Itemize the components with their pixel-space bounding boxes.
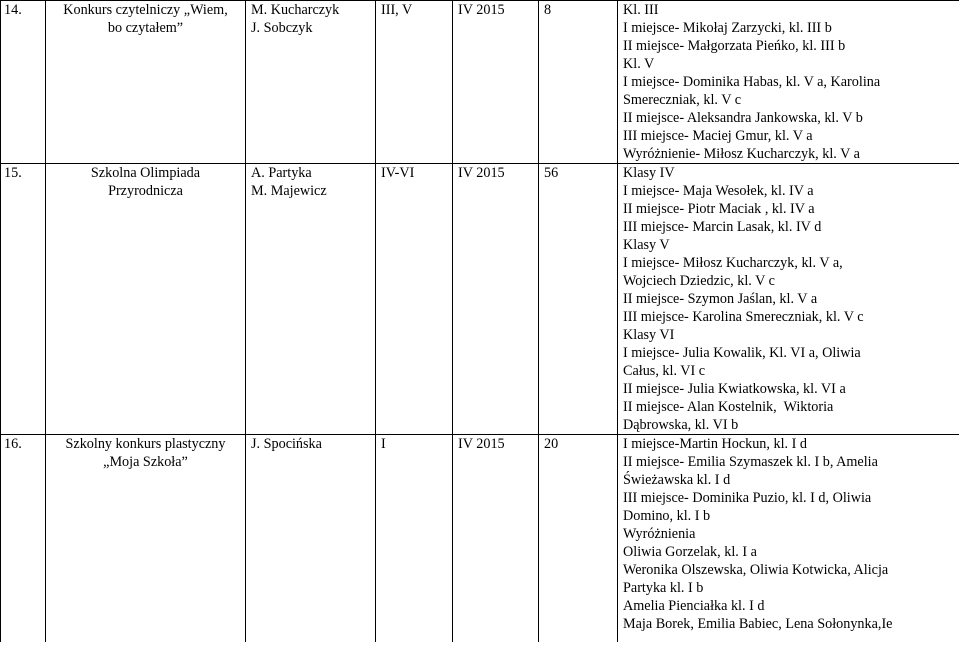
competition-name: Szkolny konkurs plastyczny „Moja Szkoła” xyxy=(46,435,246,643)
competition-name: Szkolna Olimpiada Przyrodnicza xyxy=(46,164,246,435)
classes: I xyxy=(376,435,453,643)
participant-count: 20 xyxy=(539,435,618,643)
row-number: 14. xyxy=(1,1,46,164)
classes: III, V xyxy=(376,1,453,164)
row-number: 15. xyxy=(1,164,46,435)
results-list: Kl. III I miejsce- Mikołaj Zarzycki, kl. III b II miejsce- Małgorzata Pieńko, kl. III b Kl. V I miejsce- Dominika Habas, kl. V a, Karolina Smereczniak, kl. V c II miejsce- Aleksandra Jankowska, kl. V b III miejsce- Maciej Gmur, kl. V a Wyróżnienie- Miłosz Kucharczyk, kl. V a xyxy=(618,1,959,164)
teacher-names: A. Partyka M. Majewicz xyxy=(246,164,376,435)
classes: IV-VI xyxy=(376,164,453,435)
participant-count: 56 xyxy=(539,164,618,435)
teacher-names: J. Spocińska xyxy=(246,435,376,643)
date: IV 2015 xyxy=(453,164,539,435)
row-number: 16. xyxy=(1,435,46,643)
table-row xyxy=(1,435,959,643)
competition-name: Konkurs czytelniczy „Wiem, bo czytałem” xyxy=(46,1,246,164)
date: IV 2015 xyxy=(453,1,539,164)
results-list: I miejsce-Martin Hockun, kl. I d II miejsce- Emilia Szymaszek kl. I b, Amelia Świeżawska kl. I d III miejsce- Dominika Puzio, kl. I d, Oliwia Domino, kl. I b Wyróżnienia Oliwia Gorzelak, kl. I a Weronika Olszewska, Oliwia Kotwicka, Alicja Partyka kl. I b Amelia Pienciałka kl. I d Maja Borek, Emilia Babiec, Lena Sołonynka,Ie xyxy=(618,435,959,643)
participant-count: 8 xyxy=(539,1,618,164)
table-row xyxy=(1,164,959,435)
results-list: Klasy IV I miejsce- Maja Wesołek, kl. IV a II miejsce- Piotr Maciak , kl. IV a III miejsce- Marcin Lasak, kl. IV d Klasy V I miejsce- Miłosz Kucharczyk, kl. V a, Wojciech Dziedzic, kl. V c II miejsce- Szymon Jaślan, kl. V a III miejsce- Karolina Smereczniak, kl. V c Klasy VI I miejsce- Julia Kowalik, Kl. VI a, Oliwia Całus, kl. VI c II miejsce- Julia Kwiatkowska, kl. VI a II miejsce- Alan Kostelnik, Wiktoria Dąbrowska, kl. VI b xyxy=(618,164,959,435)
table-row xyxy=(1,1,959,164)
date: IV 2015 xyxy=(453,435,539,643)
teacher-names: M. Kucharczyk J. Sobczyk xyxy=(246,1,376,164)
